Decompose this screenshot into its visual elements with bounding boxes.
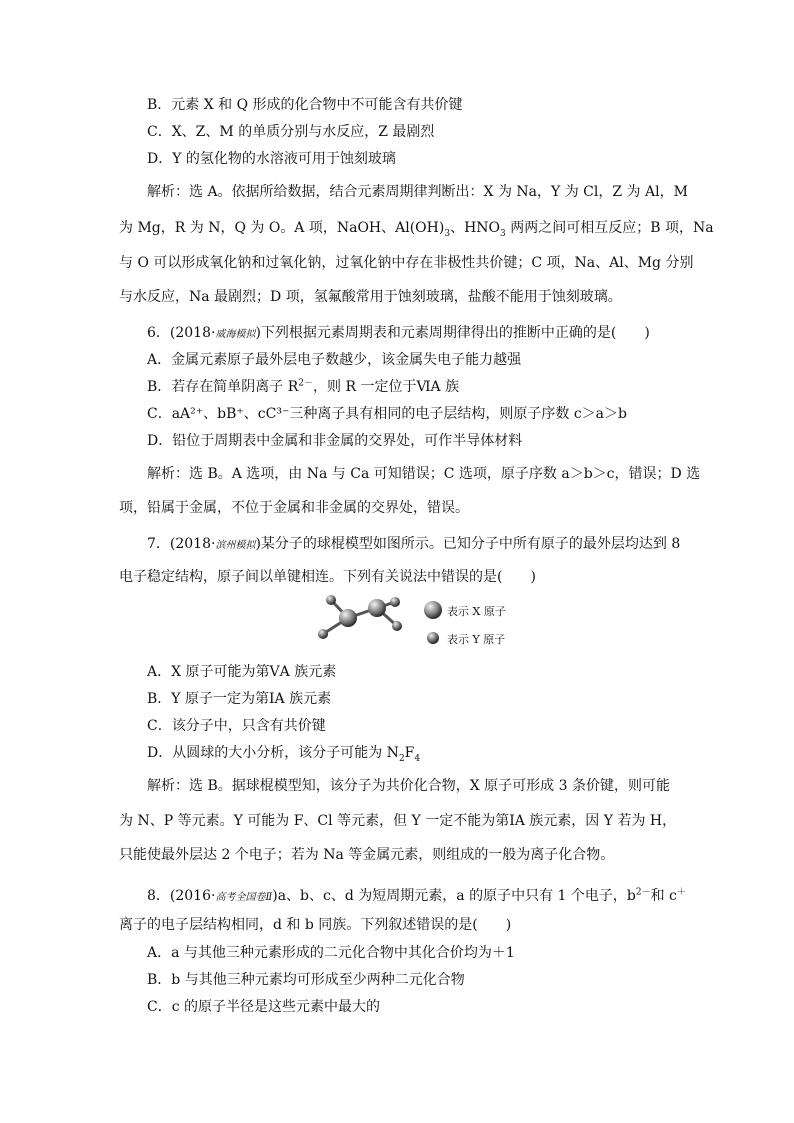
q7-option-a: A．X 原子可能为第ⅤA 族元素 xyxy=(147,664,337,680)
q8-stem-line-1: 8．(2016·高考全国卷Ⅱ)a、b、c、d 为短周期元素，a 的原子中只有 1 个电子，$b^{2-}$和 c＋ xyxy=(147,887,686,904)
y-atom xyxy=(392,621,402,631)
q7-option-d: D．从圆球的大小分析，该分子可能为 $N_2F_4$ xyxy=(147,745,421,764)
q7-answer-line-1: 解析：选 B。据球棍模型知，该分子为共价化合物，X 原子可形成 3 条价键，则可能 xyxy=(147,778,670,794)
q6-option-a: A．金属元素原子最外层电子数越少，该金属失电子能力越强 xyxy=(147,352,522,368)
q5-answer-line-2: 为 Mg，R 为 N，Q 为 O。A 项，NaOH、$Al(OH)_3$、$HNO_3$ 两两之间可相互反应；B 项，Na xyxy=(119,220,714,239)
q7-stem-line-2: 电子稳定结构，原子间以单键相连。下列有关说法中错误的是( ) xyxy=(119,569,536,585)
q5-answer-line-1: 解析：选 A。依据所给数据，结合元素周期律判断出：X 为 Na，Y 为 Cl，Z 为 Al，M xyxy=(147,184,688,200)
y-atom xyxy=(318,629,328,639)
y-atom xyxy=(390,597,400,607)
q7-option-b: B．Y 原子一定为第ⅠA 族元素 xyxy=(147,691,332,707)
q5-answer-line-3: 与 O 可以形成氧化钠和过氧化钠，过氧化钠中存在非极性共价键；C 项，Na、Al、Mg 分别 xyxy=(119,255,694,271)
bonds xyxy=(323,600,397,634)
q6-option-c: C．aA²⁺、bB⁺、cC³⁻三种离子具有相同的电子层结构，则原子序数 c＞a＞b xyxy=(147,406,627,422)
q7-answer-line-3: 只能使最外层达 2 个电子；若为 Na 等金属元素，则组成的一般为离子化合物。 xyxy=(119,847,615,863)
q6-source: 威海模拟 xyxy=(215,329,256,340)
q7-answer-line-2: 为 N、P 等元素。Y 可能为 F、Cl 等元素，但 Y 一定不能为第ⅠA 族元素，因 Y 若为 H， xyxy=(119,813,677,829)
x-atom xyxy=(368,599,386,617)
legend-x-label: 表示 X 原子 xyxy=(447,605,506,618)
q5-answer-line-4: 与水反应，Na 最剧烈；D 项，氢氟酸常用于蚀刻玻璃，盐酸不能用于蚀刻玻璃。 xyxy=(119,289,622,305)
legend-x-atom-icon xyxy=(424,601,442,619)
x-atom xyxy=(339,609,357,627)
q6-answer-line-2: 项，铅属于金属，不位于金属和非金属的交界处，错误。 xyxy=(119,500,469,516)
q8-option-c: C．c 的原子半径是这些元素中最大的 xyxy=(147,999,381,1015)
legend-y-atom-icon xyxy=(427,632,439,644)
ball-stick-model-figure xyxy=(315,594,515,654)
q8-source: 高考全国卷Ⅱ xyxy=(215,892,273,903)
q6-stem: 6．(2018·威海模拟)下列根据元素周期表和元素周期律得出的推断中正确的是( ) xyxy=(147,325,650,341)
q5-option-b: B．元素 X 和 Q 形成的化合物中不可能含有共价键 xyxy=(147,97,463,113)
q8-stem-line-2: 离子的电子层结构相同，d 和 b 同族。下列叙述错误的是( ) xyxy=(119,917,512,933)
legend-y-label: 表示 Y 原子 xyxy=(447,633,506,646)
q7-source: 滨州模拟 xyxy=(215,540,256,551)
q6-option-d: D．铅位于周期表中金属和非金属的交界处，可作半导体材料 xyxy=(147,433,523,449)
y-atom xyxy=(326,595,336,605)
q6-option-b: B．若存在简单阴离子 $R^{2-}$，则 R 一定位于ⅥA 族 xyxy=(147,378,460,395)
q7-stem-line-1: 7．(2018·滨州模拟)某分子的球棍模型如图所示。已知分子中所有原子的最外层均达到 8 xyxy=(147,536,681,552)
q5-option-d: D．Y 的氢化物的水溶液可用于蚀刻玻璃 xyxy=(147,151,396,167)
q5-option-c: C．X、Z、M 的单质分别与水反应，Z 最剧烈 xyxy=(147,124,435,140)
q8-option-b: B．b 与其他三种元素均可形成至少两种二元化合物 xyxy=(147,972,465,988)
q7-option-c: C．该分子中，只含有共价键 xyxy=(147,718,326,734)
q6-answer-line-1: 解析：选 B。A 选项，由 Na 与 Ca 可知错误；C 选项，原子序数 a＞b＞c，错误；D 选 xyxy=(147,466,701,482)
q8-option-a: A．a 与其他三种元素形成的二元化合物中其化合价均为＋1 xyxy=(147,945,515,961)
